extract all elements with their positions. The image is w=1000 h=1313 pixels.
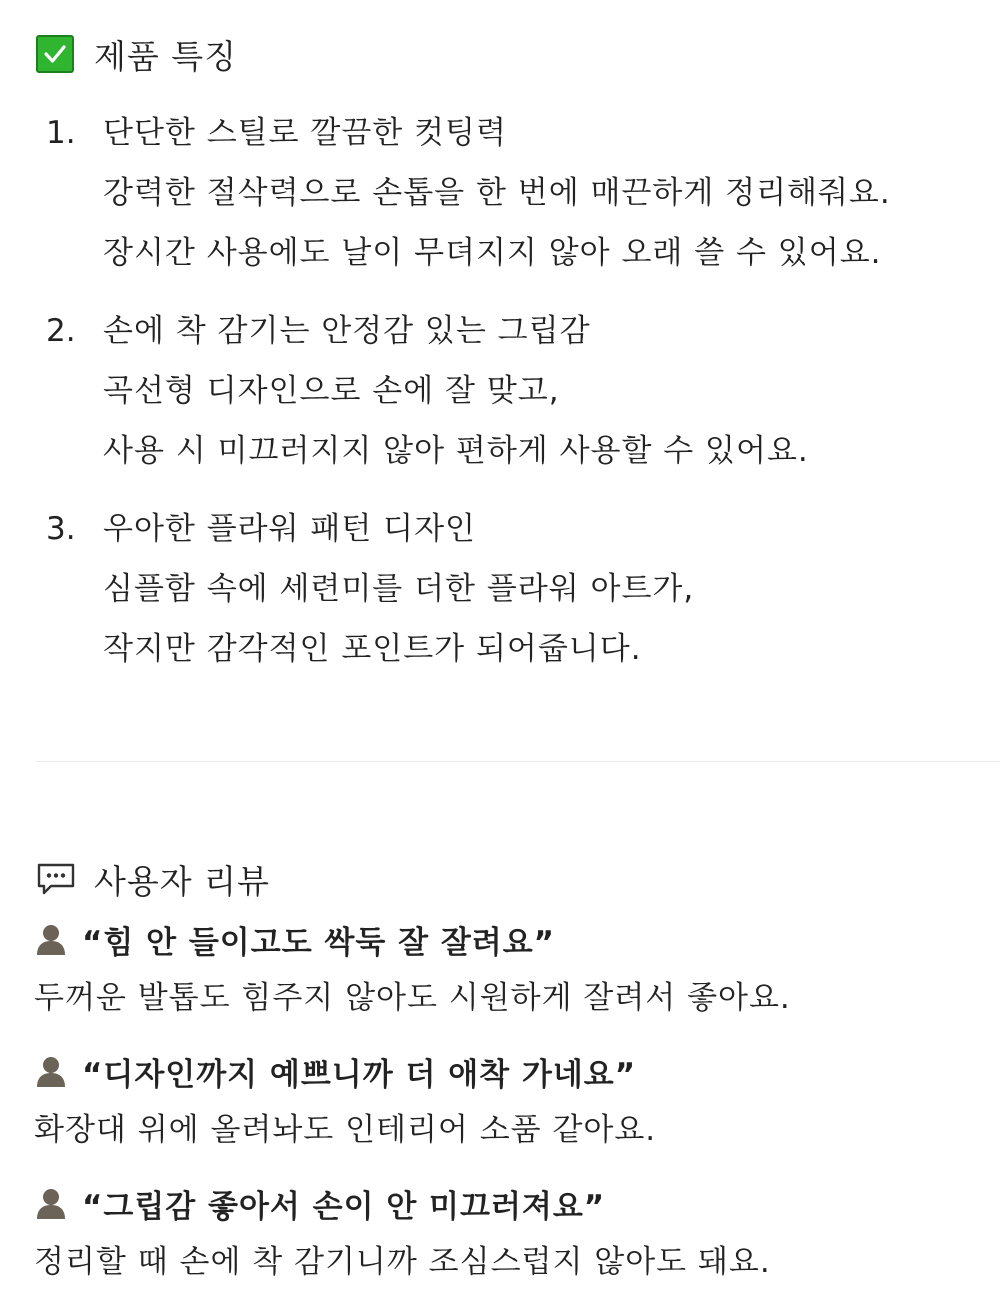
feature-description: 장시간 사용에도 날이 무뎌지지 않아 오래 쓸 수 있어요.	[103, 235, 882, 271]
review-quote: “힘 안 들이고도 싹둑 잘 잘려요”	[82, 924, 556, 961]
review-body: 두꺼운 발톱도 힘주지 않아도 시원하게 잘려서 좋아요.	[34, 980, 791, 1016]
feature-item	[46, 301, 986, 481]
person-silhouette-icon	[34, 1186, 68, 1220]
review-item	[34, 910, 994, 1028]
feature-number: 2.	[46, 313, 76, 349]
feature-description: 작지만 감각적인 포인트가 되어줍니다.	[103, 631, 642, 667]
reviews-heading-text: 사용자 리뷰	[94, 861, 270, 901]
feature-number: 3.	[46, 511, 76, 547]
section-divider	[36, 761, 1000, 762]
feature-title: 손에 착 감기는 안정감 있는 그립감	[103, 313, 591, 349]
review-quote: “디자인까지 예쁘니까 더 애착 가네요”	[82, 1056, 637, 1093]
reviews-heading	[36, 854, 270, 904]
person-silhouette-icon	[34, 922, 68, 956]
feature-description: 심플함 속에 세련미를 더한 플라워 아트가,	[103, 571, 695, 607]
review-body: 정리할 때 손에 착 감기니까 조심스럽지 않아도 돼요.	[34, 1244, 771, 1280]
features-heading-text: 제품 특징	[94, 36, 238, 76]
features-list	[46, 103, 986, 697]
reviews-list	[34, 910, 994, 1306]
feature-title: 단단한 스틸로 깔끔한 컷팅력	[103, 115, 507, 151]
review-body: 화장대 위에 올려놔도 인테리어 소품 같아요.	[34, 1112, 657, 1148]
speech-bubble-icon	[36, 862, 76, 896]
review-item	[34, 1174, 994, 1292]
review-quote: “그립감 좋아서 손이 안 미끄러져요”	[82, 1188, 606, 1225]
feature-number: 1.	[46, 115, 76, 151]
person-silhouette-icon	[34, 1054, 68, 1088]
features-heading	[36, 30, 237, 78]
review-item	[34, 1042, 994, 1160]
feature-description: 사용 시 미끄러지지 않아 편하게 사용할 수 있어요.	[103, 433, 809, 469]
feature-title: 우아한 플라워 패턴 디자인	[103, 511, 476, 547]
feature-item	[46, 103, 986, 283]
check-mark-button-icon	[36, 35, 74, 73]
feature-description: 곡선형 디자인으로 손에 잘 맞고,	[103, 373, 560, 409]
feature-description: 강력한 절삭력으로 손톱을 한 번에 매끈하게 정리해줘요.	[103, 175, 891, 211]
feature-item	[46, 499, 986, 679]
